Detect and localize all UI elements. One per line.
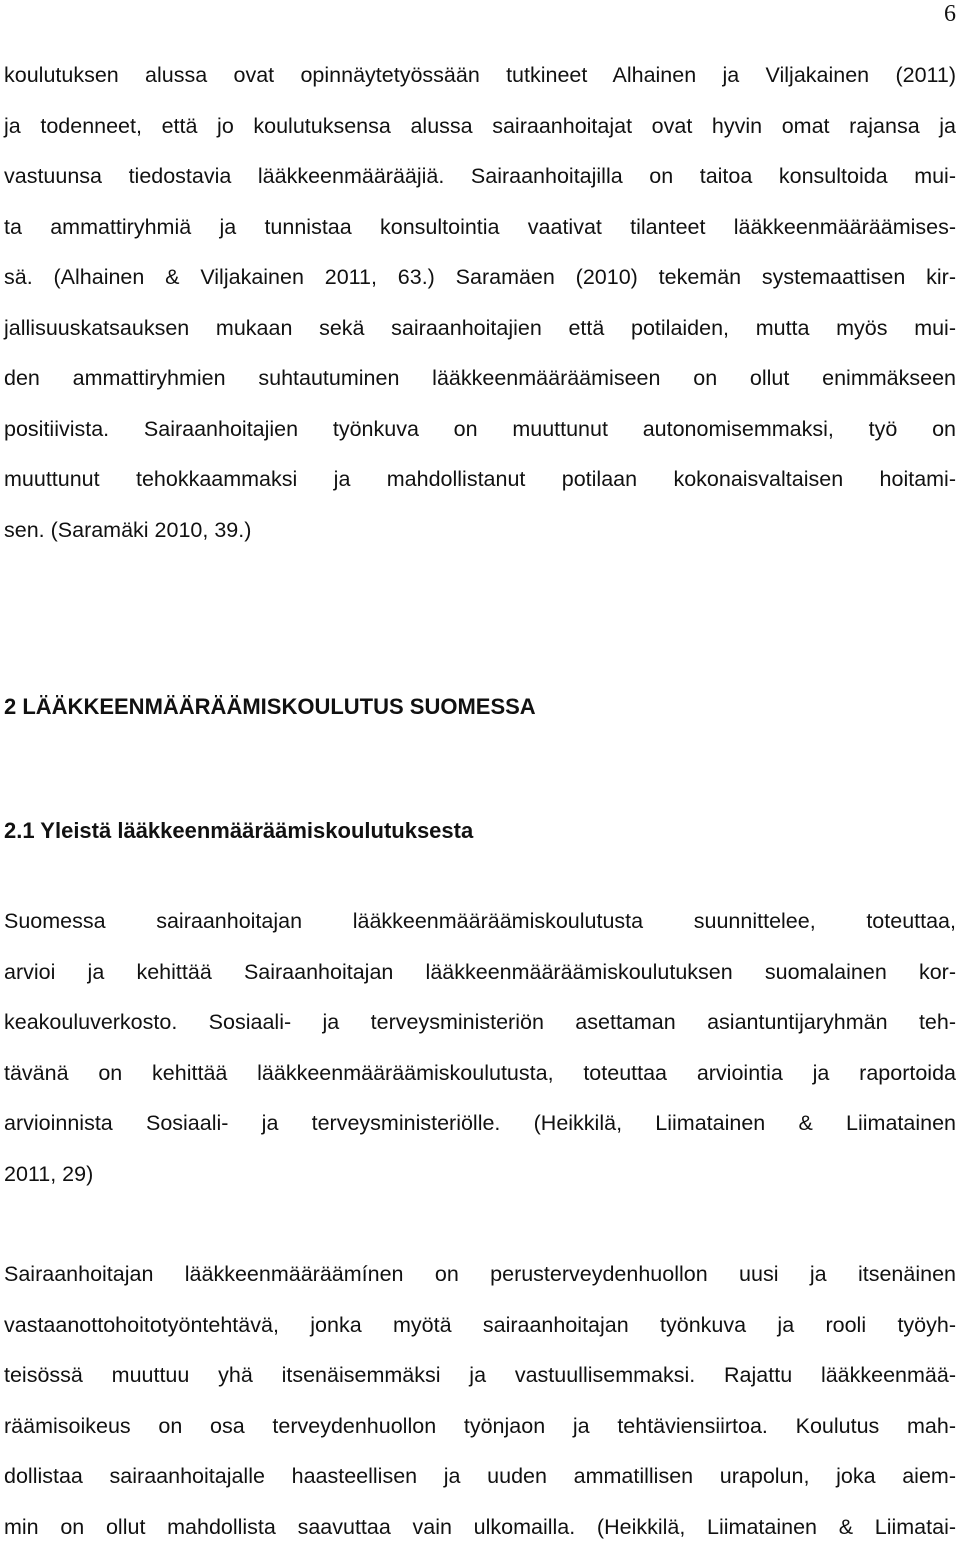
paragraph-line: ja todenneet, että jo koulutuksensa alussa sairaanhoitajat ovat hyvin omat rajansa ja [4, 101, 956, 152]
paragraph-line: sä. (Alhainen & Viljakainen 2011, 63.) Saramäen (2010) tekemän systemaattisen kir- [4, 252, 956, 303]
paragraph-line: vastuunsa tiedostavia lääkkeenmäärääjiä. Sairaanhoitajilla on taitoa konsultoida mui- [4, 151, 956, 202]
paragraph-line: keakouluverkosto. Sosiaali- ja terveysministeriön asettaman asiantuntijaryhmän teh- [4, 997, 956, 1048]
paragraph-line: arvioi ja kehittää Sairaanhoitajan lääkkeenmääräämiskoulutuksen suomalainen kor- [4, 947, 956, 998]
paragraph-line: vastaanottohoitotyöntehtävä, jonka myötä sairaanhoitajan työnkuva ja rooli työyh- [4, 1300, 956, 1351]
paragraph-line: dollistaa sairaanhoitajalle haasteellisen ja uuden ammatillisen urapolun, joka aiem- [4, 1451, 956, 1502]
paragraph-line: teisössä muuttuu yhä itsenäisemmäksi ja vastuullisemmaksi. Rajattu lääkkeenmää- [4, 1350, 956, 1401]
paragraph-line: tävänä on kehittää lääkkeenmääräämiskoulutusta, toteuttaa arviointia ja raportoida [4, 1048, 956, 1099]
paragraph-line: muuttunut tehokkaammaksi ja mahdollistanut potilaan kokonaisvaltaisen hoitami- [4, 454, 956, 505]
paragraph-line: ta ammattiryhmiä ja tunnistaa konsultointia vaativat tilanteet lääkkeenmääräämises- [4, 202, 956, 253]
paragraph-line: positiivista. Sairaanhoitajien työnkuva on muuttunut autonomisemmaksi, työ on [4, 404, 956, 455]
paragraph-line: Sairaanhoitajan lääkkeenmääräämínen on perusterveydenhuollon uusi ja itsenäinen [4, 1249, 956, 1300]
section-heading: 2.1 Yleistä lääkkeenmääräämiskoulutuksesta [4, 814, 473, 848]
paragraph-line: sen. (Saramäki 2010, 39.) [4, 505, 956, 556]
paragraph-line: 2011, 29) [4, 1149, 956, 1200]
paragraph-3 [4, 1249, 956, 1552]
paragraph-line: min on ollut mahdollista saavuttaa vain ulkomailla. (Heikkilä, Liimatainen & Liimatai- [4, 1502, 956, 1552]
paragraph-line: jallisuuskatsauksen mukaan sekä sairaanhoitajien että potilaiden, mutta myös mui- [4, 303, 956, 354]
paragraph-line: Suomessa sairaanhoitajan lääkkeenmääräämiskoulutusta suunnittelee, toteuttaa, [4, 896, 956, 947]
paragraph-line: den ammattiryhmien suhtautuminen lääkkeenmääräämiseen on ollut enimmäkseen [4, 353, 956, 404]
paragraph-1 [4, 50, 956, 555]
chapter-heading: 2 LÄÄKKEENMÄÄRÄÄMISKOULUTUS SUOMESSA [4, 690, 536, 724]
paragraph-2 [4, 896, 956, 1199]
paragraph-line: räämisoikeus on osa terveydenhuollon työnjaon ja tehtäviensiirtoa. Koulutus mah- [4, 1401, 956, 1452]
page-number: 6 [944, 0, 956, 28]
paragraph-line: koulutuksen alussa ovat opinnäytetyössään tutkineet Alhainen ja Viljakainen (2011) [4, 50, 956, 101]
paragraph-line: arvioinnista Sosiaali- ja terveysministeriölle. (Heikkilä, Liimatainen & Liimatainen [4, 1098, 956, 1149]
